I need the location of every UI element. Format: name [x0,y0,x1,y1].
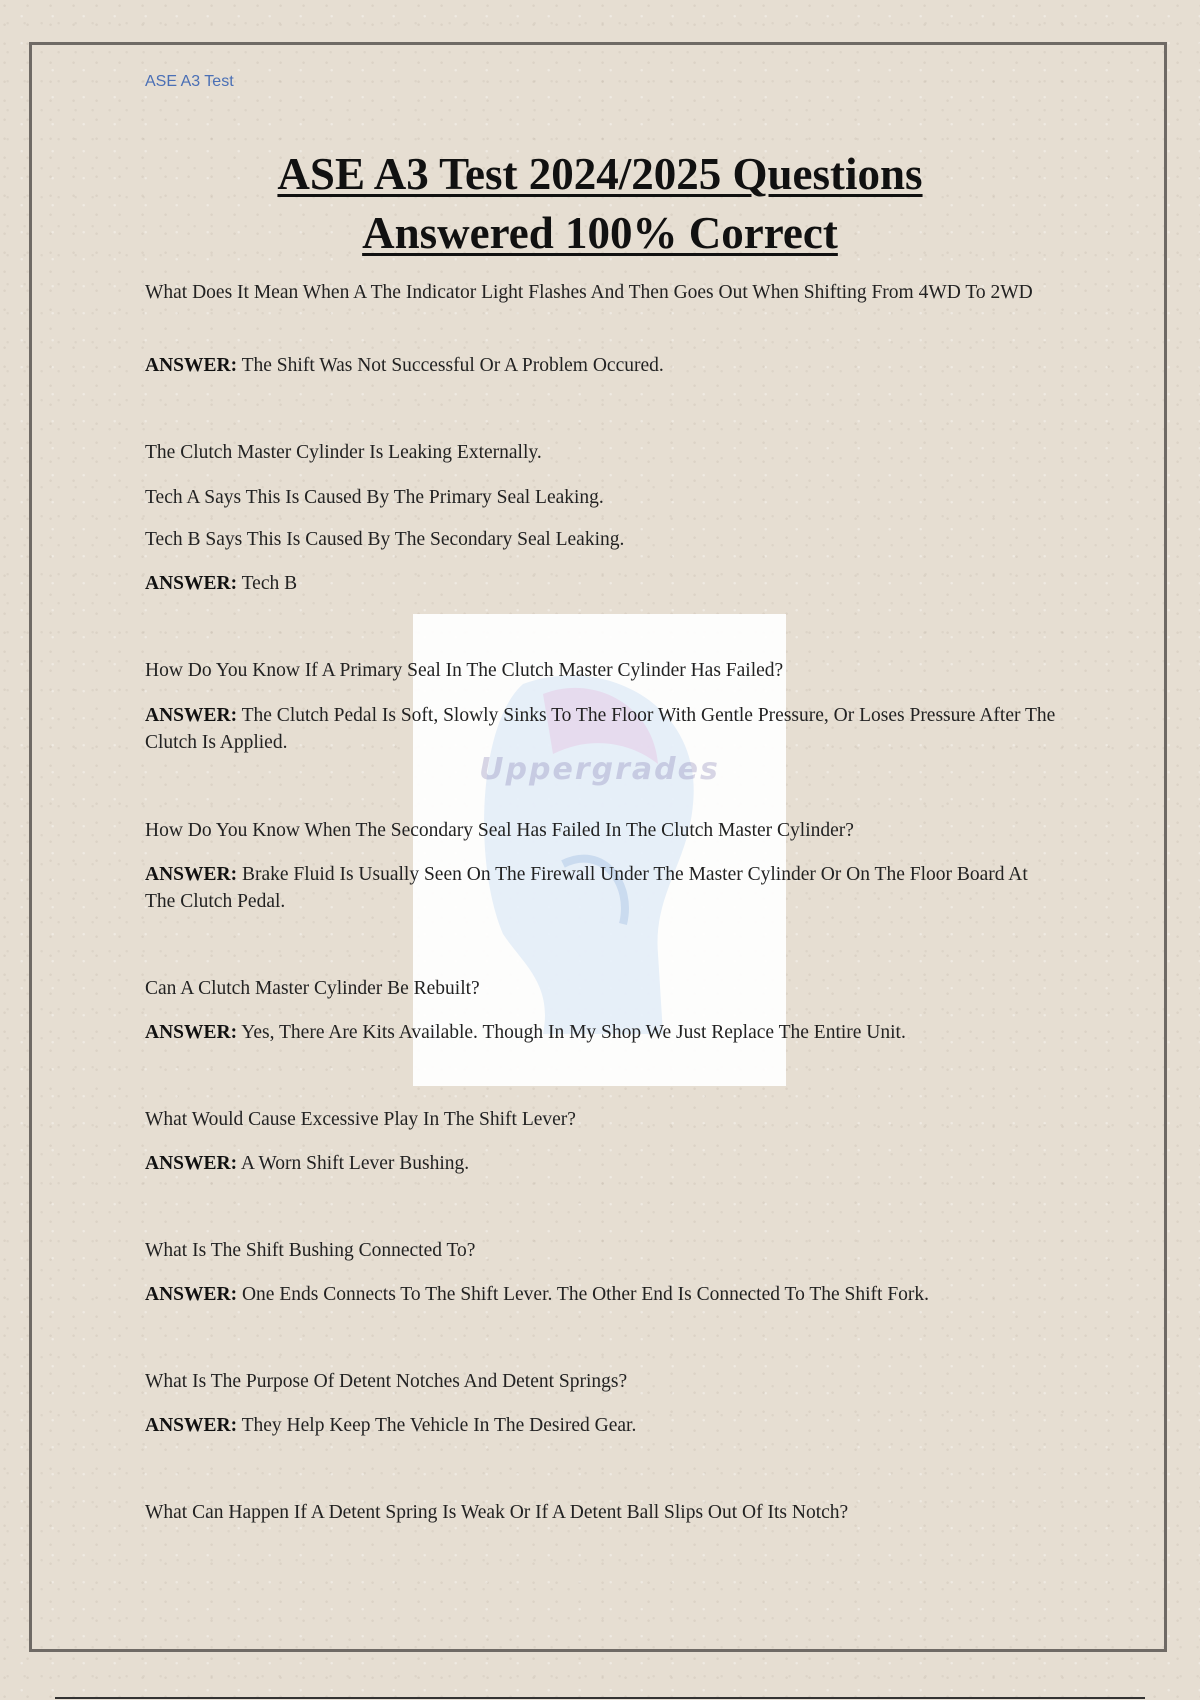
answer-label: ANSWER: [145,705,238,726]
question-2-tech-b: Tech B Says This Is Caused By The Secondary Seal Leaking. [145,529,625,550]
question-7: What Is The Shift Bushing Connected To? [145,1240,476,1261]
answer-7 [145,1281,1060,1308]
answer-6 [145,1150,1060,1177]
answer-5 [145,1019,1060,1046]
answer-3 [145,702,1060,756]
answer-label: ANSWER: [145,573,238,594]
answer-2 [145,570,1060,597]
running-header: ASE A3 Test [145,73,234,90]
watermark [413,614,786,1086]
title-line-1: ASE A3 Test 2024/2025 Questions [277,149,923,199]
question-6: What Would Cause Excessive Play In The Shift Lever? [145,1109,576,1130]
answer-text: The Shift Was Not Successful Or A Problem Occured. [237,355,664,376]
footer-divider [55,1697,1145,1699]
question-5: Can A Clutch Master Cylinder Be Rebuilt? [145,978,480,999]
question-2: The Clutch Master Cylinder Is Leaking Externally. [145,442,542,463]
answer-text: The Clutch Pedal Is Soft, Slowly Sinks To The Floor With Gentle Pressure, Or Loses Pressure After The Clutch Is Applied. [145,705,1056,753]
answer-label: ANSWER: [145,1022,238,1043]
question-2-tech-a: Tech A Says This Is Caused By The Primary Seal Leaking. [145,487,604,508]
answer-1 [145,352,1060,379]
answer-text: Tech B [237,573,298,594]
watermark-text: Uppergrades [479,752,720,787]
page-title [145,145,1055,263]
answer-8 [145,1412,1060,1439]
answer-text: A Worn Shift Lever Bushing. [237,1153,470,1174]
answer-label: ANSWER: [145,1153,238,1174]
answer-text: They Help Keep The Vehicle In The Desired Gear. [237,1415,637,1436]
answer-label: ANSWER: [145,1284,238,1305]
answer-text: Brake Fluid Is Usually Seen On The Firewall Under The Master Cylinder Or On The Floor Board At The Clutch Pedal. [145,864,1028,912]
answer-text: One Ends Connects To The Shift Lever. The Other End Is Connected To The Shift Fork. [237,1284,930,1305]
question-3: How Do You Know If A Primary Seal In The Clutch Master Cylinder Has Failed? [145,660,784,681]
question-9: What Can Happen If A Detent Spring Is Weak Or If A Detent Ball Slips Out Of Its Notch? [145,1502,849,1523]
answer-label: ANSWER: [145,355,238,376]
answer-label: ANSWER: [145,864,238,885]
question-4: How Do You Know When The Secondary Seal Has Failed In The Clutch Master Cylinder? [145,820,854,841]
question-1: What Does It Mean When A The Indicator Light Flashes And Then Goes Out When Shifting From 4WD To 2WD [145,282,1033,303]
answer-text: Yes, There Are Kits Available. Though In My Shop We Just Replace The Entire Unit. [237,1022,906,1043]
title-line-2: Answered 100% Correct [362,208,838,258]
question-8: What Is The Purpose Of Detent Notches And Detent Springs? [145,1371,628,1392]
answer-4 [145,861,1060,915]
answer-label: ANSWER: [145,1415,238,1436]
